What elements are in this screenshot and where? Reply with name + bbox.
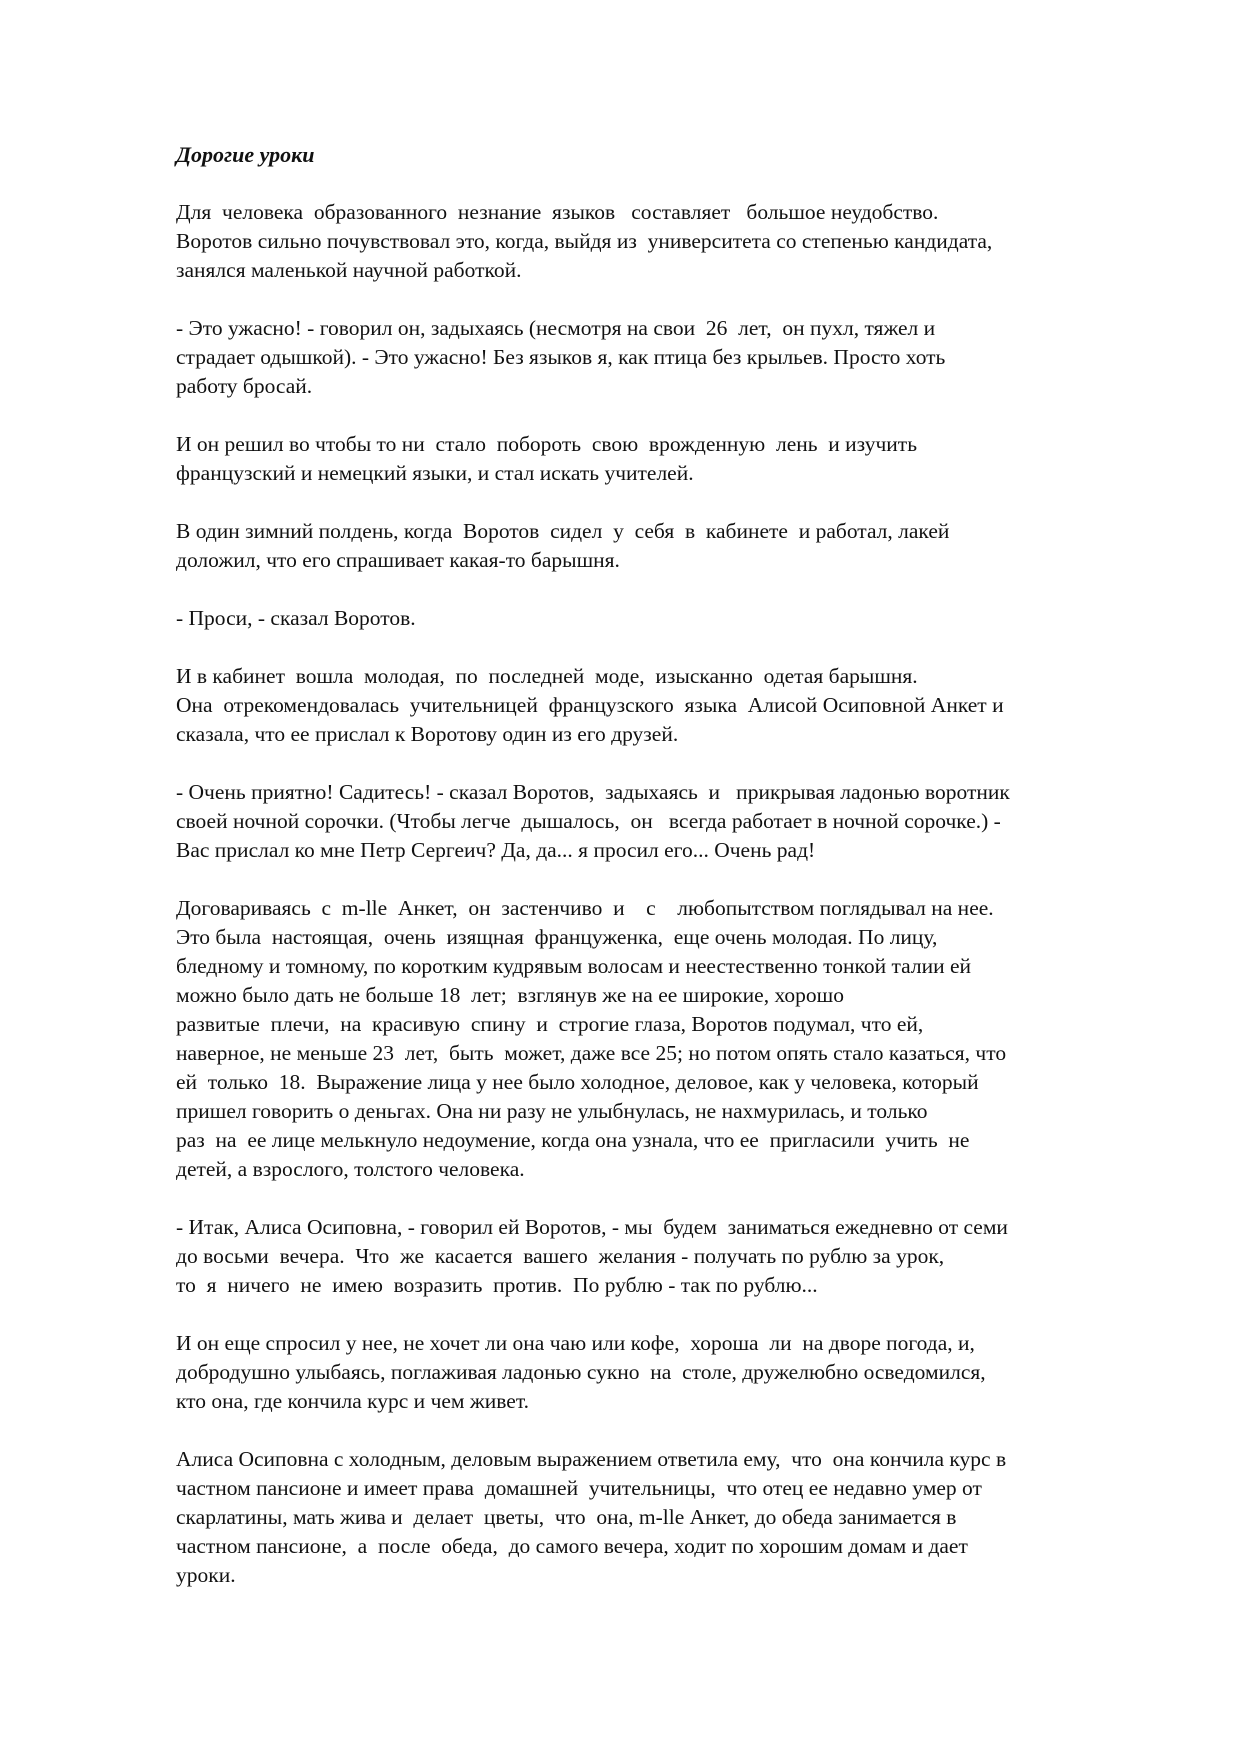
paragraph: [176, 1329, 1166, 1416]
text-line: пришел говорить о деньгах. Она ни разу не улыбнулась, не нахмурилась, и только: [176, 1099, 928, 1123]
text-line: И в кабинет вошла молодая, по последней моде, изысканно одетая барышня.: [176, 664, 918, 688]
paragraph: [176, 430, 1166, 488]
text-line: Вас прислал ко мне Петр Сергеич? Да, да... я просил его... Очень рад!: [176, 838, 816, 862]
text-line: частном пансионе и имеет права домашней учительницы, что отец ее недавно умер от: [176, 1476, 982, 1500]
text-line: Она отрекомендовалась учительницей французского языка Алисой Осиповной Анкет и: [176, 693, 1004, 717]
text-line: - Это ужасно! - говорил он, задыхаясь (несмотря на свои 26 лет, он пухл, тяжел и: [176, 316, 936, 340]
text-line: доложил, что его спрашивает какая-то барышня.: [176, 548, 620, 572]
paragraph: [176, 894, 1166, 1184]
text-line: скарлатины, мать жива и делает цветы, что она, m-lle Анкет, до обеда занимается в: [176, 1505, 957, 1529]
paragraph: [176, 662, 1166, 749]
text-line: французский и немецкий языки, и стал искать учителей.: [176, 461, 694, 485]
text-line: то я ничего не имею возразить против. По рублю - так по рублю...: [176, 1273, 818, 1297]
text-line: - Итак, Алиса Осиповна, - говорил ей Воротов, - мы будем заниматься ежедневно от семи: [176, 1215, 1008, 1239]
paragraph: [176, 517, 1166, 575]
text-line: И он еще спросил у нее, не хочет ли она чаю или кофе, хороша ли на дворе погода, и,: [176, 1331, 975, 1355]
text-line: развитые плечи, на красивую спину и строгие глаза, Воротов подумал, что ей,: [176, 1012, 924, 1036]
paragraph: [176, 778, 1166, 865]
paragraph: [176, 314, 1166, 401]
text-line: - Очень приятно! Садитесь! - сказал Воротов, задыхаясь и прикрывая ладонью воротник: [176, 780, 1010, 804]
text-line: до восьми вечера. Что же касается вашего желания - получать по рублю за урок,: [176, 1244, 945, 1268]
text-line: можно было дать не больше 18 лет; взглянув же на ее широкие, хорошо: [176, 983, 844, 1007]
text-line: В один зимний полдень, когда Воротов сидел у себя в кабинете и работал, лакей: [176, 519, 950, 543]
text-line: работу бросай.: [176, 374, 313, 398]
paragraph: [176, 198, 1166, 285]
text-line: бледному и томному, по коротким кудрявым волосам и неестественно тонкой талии ей: [176, 954, 972, 978]
text-line: страдает одышкой). - Это ужасно! Без языков я, как птица без крыльев. Просто хоть: [176, 345, 946, 369]
text-line: своей ночной сорочки. (Чтобы легче дышалось, он всегда работает в ночной сорочке.) -: [176, 809, 1001, 833]
text-line: кто она, где кончила курс и чем живет.: [176, 1389, 529, 1413]
text-line: добродушно улыбаясь, поглаживая ладонью сукно на столе, дружелюбно осведомился,: [176, 1360, 986, 1384]
text-line: Договариваясь с m-lle Анкет, он застенчиво и с любопытством поглядывал на нее.: [176, 896, 994, 920]
text-line: Алиса Осиповна с холодным, деловым выражением ответила ему, что она кончила курс в: [176, 1447, 1007, 1471]
text-line: наверное, не меньше 23 лет, быть может, даже все 25; но потом опять стало казаться, что: [176, 1041, 1007, 1065]
page-title: Дорогие уроки: [176, 142, 315, 167]
text-line: раз на ее лице мелькнуло недоумение, когда она узнала, что ее пригласили учить не: [176, 1128, 970, 1152]
text-line: сказала, что ее прислал к Воротову один из его друзей.: [176, 722, 679, 746]
text-line: Воротов сильно почувствовал это, когда, выйдя из университета со степенью кандидата,: [176, 229, 993, 253]
text-line: - Проси, - сказал Воротов.: [176, 606, 416, 630]
text-line: детей, а взрослого, толстого человека.: [176, 1157, 525, 1181]
text-line: Для человека образованного незнание языков составляет большое неудобство.: [176, 200, 939, 224]
text-line: Это была настоящая, очень изящная француженка, еще очень молодая. По лицу,: [176, 925, 938, 949]
text-line: И он решил во чтобы то ни стало побороть свою врожденную лень и изучить: [176, 432, 917, 456]
text-line: ей только 18. Выражение лица у нее было холодное, деловое, как у человека, который: [176, 1070, 979, 1094]
text-line: частном пансионе, а после обеда, до самого вечера, ходит по хорошим домам и дает: [176, 1534, 968, 1558]
text-line: уроки.: [176, 1563, 236, 1587]
paragraph: [176, 604, 1166, 633]
paragraph: [176, 1213, 1166, 1300]
story-body: [176, 198, 1166, 1619]
text-line: занялся маленькой научной работкой.: [176, 258, 522, 282]
paragraph: [176, 1445, 1166, 1590]
